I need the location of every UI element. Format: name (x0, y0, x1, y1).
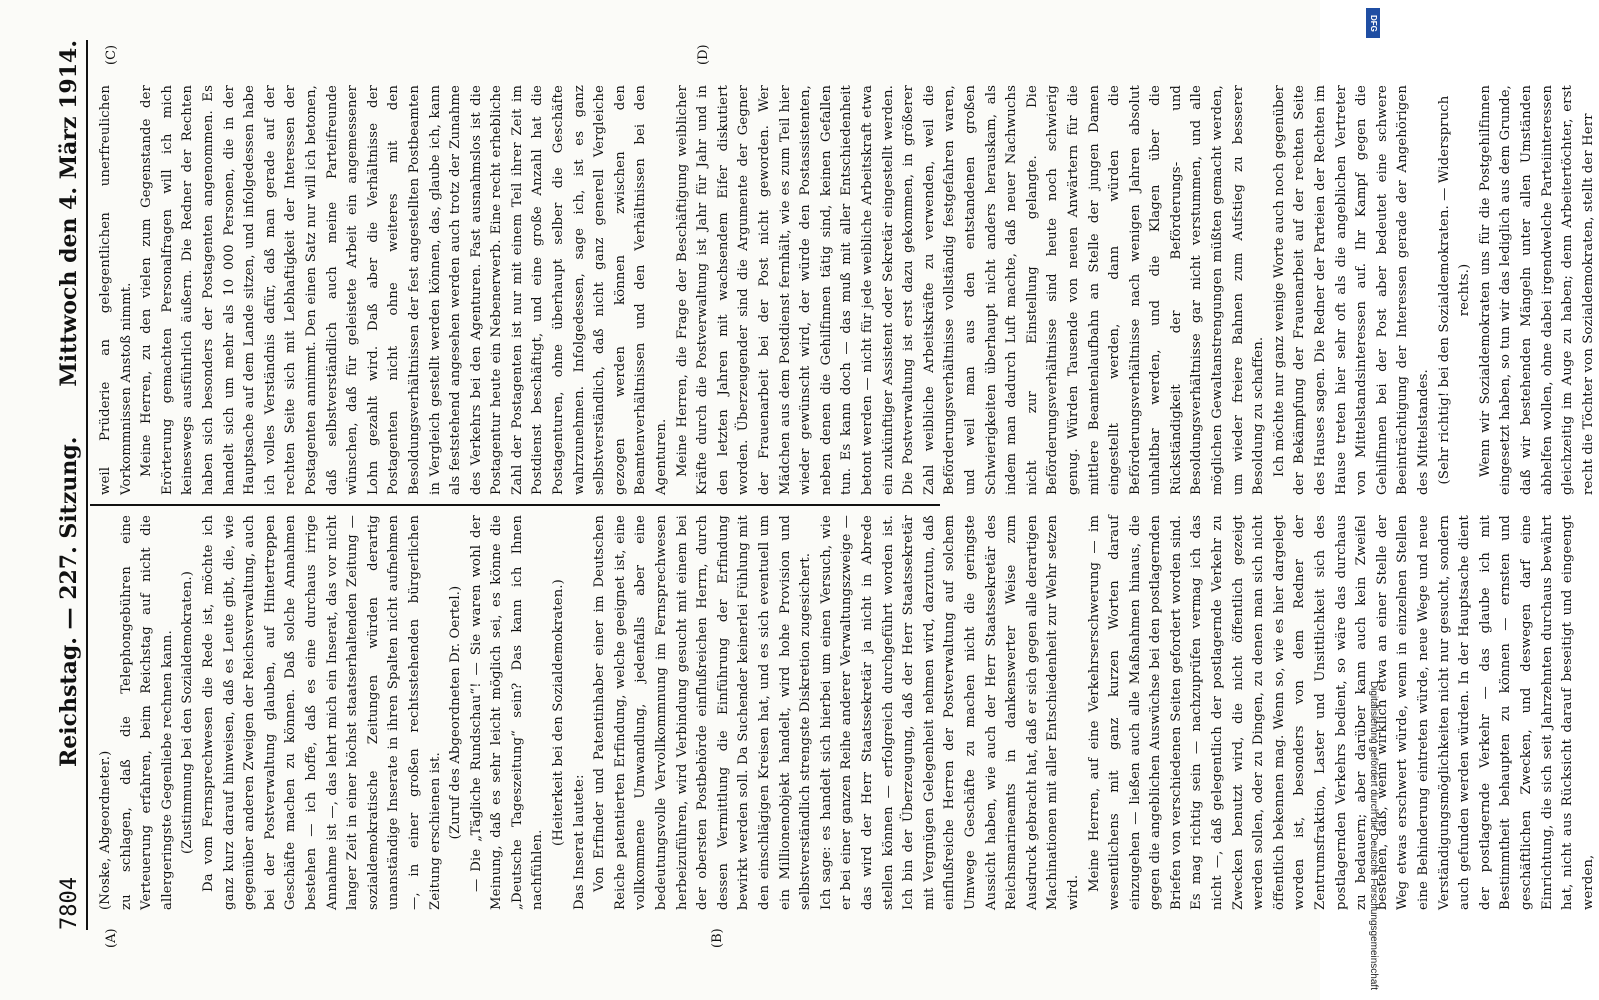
paragraph: Ich sage: es handelt sich hierbei um einen Versuch, wie er bei einer ganzen Reihe anderer Verwaltungszweige — das wird der Herr Staatssekretär ja nicht in Abrede stellen können — erfolgreich durchgeführt worden ist. Ich bin der Überzeugung, daß der Herr Staatssekretär mit Vergnügen Gelegenheit nehmen wird, darzutun, daß einflußreiche Herren der Postverwaltung auf solchem Umwege Geschäfte zu machen nicht die geringste Aussicht haben, wie auch der Herr Staatssekretär des Reichsmarineamts in dankenswerter Weise zum Ausdruck gebracht hat, daß er sich gegen alle derartigen Machinationen mit aller Entschiedenheit zur Wehr setzen wird. (818, 515, 1081, 910)
paragraph: Meine Herren, auf eine Verkehrserschwerung — im wesentlichens mit ganz kurzen Worten darauf einzugehen — ließen auch alle Maßnahmen hinaus, die gegen die angeblichen Auswüchse bei den postlagernden Briefen von verschiedenen Seiten gefordert worden sind. Es mag richtig sein — nachzuprüfen vermag ich das nicht —, daß gelegentlich der postlagernde Verkehr zu Zwecken benutzt wird, die nicht öffentlich gezeigt werden sollen, oder zu Dingen, zu denen man sich nicht öffentlich bekennen mag. Wenn so, wie es hier dargelegt worden ist, besonders von dem Redner der Zentrumsfraktion, Laster und Unsittlichkeit sich des postlagernden Verkehrs bedient, so wäre das durchaus zu bedauern; aber darüber kann auch kein Zweifel bestehen, daß, wenn wirklich etwa an einer Stelle der Weg etwas erschwert würde, wenn in einzelnen Stellen eine Behinderung eintreten würde, neue Wege und neue Verständigungsmöglichkeiten nicht nur gesucht, sondern auch gefunden werden würden. In der Hauptsache dient der postlagernde Verkehr — das glaube ich mit Bestimmtheit behaupten zu können — ernsten und geschäftlichen Zwecken, und deswegen darf eine Einrichtung, die sich seit Jahrzehnten durchaus bewährt hat, nicht aus Rücksicht darauf beseitigt und eingeengt werden, (1086, 515, 1596, 910)
paragraph: Von Erfinder und Patentinhaber einer im Deutschen Reiche patentierten Erfindung, welche geeignet ist, eine vollkommene Umwandlung, jedenfalls aber eine bedeutungsvolle Vervollkommnung im Fernsprechwesen herbeizuführen, wird Verbindung gesucht mit einem bei der obersten Postbehörde einflußreichen Herrn, durch dessen Vermittlung die Einführung der Erfindung bewirkt werden soll. Da Suchender keinerlei Fühlung mit den einschlägigen Kreisen hat, und es sich eventuell um ein Millionenobjekt handelt, wird hohe Provision und selbstverständlich strengste Diskretion zugesichert. (592, 515, 814, 910)
session-title: Reichstag. — 227. Sitzung. (56, 436, 82, 767)
session-date: Mittwoch den 4. März 1914. (56, 40, 82, 387)
right-column (96, 85, 1596, 495)
paragraph: zu schlagen, daß die Telephongebühren eine Verteuerung erfahren, beim Reichstag auf nicht die allergeringste Gegenliebe rechnen kann. (118, 515, 175, 910)
paragraph: — Die „Tägliche Rundschau“! — Sie waren wohl der Meinung, daß es sehr leicht möglich sei, es könne die „Deutsche Tageszeitung“ sein? Das kann ich Ihnen nachfühlen. (468, 515, 546, 910)
paragraph: (Noske, Abgeordneter.) (98, 750, 113, 910)
column-divider (90, 504, 940, 506)
margin-mark-d: (D) (696, 44, 711, 65)
paragraph: Meine Herren, die Frage der Beschäftigung weiblicher Kräfte durch die Postverwaltung ist Jahr für Jahr und in den letzten Jahren mit wachsendem Eifer diskutiert worden. Überzeugender sind die Argumente der Gegner der Frauenarbeit bei der Post nicht geworden. Wer Mädchen aus dem Postdienst fernhält, wie es zum Teil hier wieder gewünscht wird, der würde den Postassistenten, neben denen die Gehilfinnen tätig sind, keinen Gefallen tun. Es kann doch — das muß mit aller Entschiedenheit betont werden — nicht für jede weibliche Arbeitskraft etwa ein zukünftiger Assistent oder Sekretär eingestellt werden. Die Postverwaltung ist erst dazu gekommen, in größerer Zahl weibliche Arbeitskräfte zu verwenden, weil die Beförderungsverhältnisse vollständig festgefahren waren, und weil man aus den entstandenen großen Schwierigkeiten überhaupt nicht anders herauskam, als indem man dadurch Luft machte, daß neuer Nachwuchs nicht zur Einstellung gelangte. Die Beförderungsverhältnisse sind heute noch schwierig genug. Würden Tausende von neuen Anwärtern für die mittlere Beamtenlaufbahn an Stelle der jungen Damen eingestellt werden, dann würden die Beförderungsverhältnisse nach wenigen Jahren absolut unhaltbar werden, und die Klagen über die Rückständigkeit der Beförderungs- und Besoldungsverhältnisse gar nicht verstummen, und alle möglichen Gewaltanstrengungen müßten gemacht werden, um wieder freiere Bahnen zum Aufstieg zu besserer Besoldung zu schaffen. (674, 85, 1267, 495)
paragraph: (Heiterkeit bei den Sozialdemokraten.) (551, 579, 567, 846)
digitization-note: Digitalisierung gefördert durch die Deutsche Forschungsgemeinschaft (1368, 680, 1379, 990)
page-header (48, 40, 88, 930)
paragraph: (Sehr richtig! bei den Sozialdemokraten. — Widerspruch rechts.) (1436, 95, 1473, 485)
paragraph: weil Prüderie an gelegentlichen unerfreulichen Vorkommnissen Anstoß nimmt. (98, 85, 134, 495)
paragraph: Da vom Fernsprechwesen die Rede ist, möchte ich ganz kurz darauf hinweisen, daß es Leute gibt, die, wie gegenüber anderen Zweigen der Reichsverwaltung, auch bei der Postverwaltung glauben, auf Hintertreppen Geschäfte machen zu können. Daß solche Annahmen bestehen — ich hoffe, daß es eine durchaus irrige Annahme ist —, das lehrt mich ein Inserat, das vor nicht langer Zeit in einer höchst staatserhaltenden Zeitung — sozialdemokratische Zeitungen würden derartig unanständige Inserate in ihren Spalten nicht aufnehmen —, in einer großen rechtsstehenden bürgerlichen Zeitung erschienen ist. (200, 515, 443, 910)
paragraph: Ich möchte nur ganz wenige Worte auch noch gegenüber der Bekämpfung der Frauenarbeit auf der rechten Seite des Hauses sagen. Die Redner der Parteien der Rechten im Hause treten hier sehr oft als die angeblichen Vertreter von Mittelstandsinteressen auf. Ihr Kampf gegen die Gehilfinnen bei der Post aber bedeutet eine schwere Beeinträchtigung der Interessen gerade der Angehörigen des Mittelstandes. (1271, 85, 1431, 495)
page-number: 7804 (57, 877, 82, 930)
side-note (1365, 10, 1381, 990)
paragraph: (Zuruf des Abgeordneten Dr. Oertel.) (448, 585, 464, 840)
margin-mark-a: (A) (104, 928, 119, 948)
paragraph: Das Inserat lautete: (571, 774, 587, 910)
margin-mark-b: (B) (710, 928, 725, 948)
margin-mark-c: (C) (104, 44, 119, 65)
paragraph: (Zustimmung bei den Sozialdemokraten.) (180, 571, 196, 855)
paragraph: Meine Herren, zu den vielen zum Gegenstande der Erörterung gemachten Personalfragen will ich mich keineswegs ausführlich äußern. Die Redner der Rechten haben sich besonders der Postagenten angenommen. Es handelt sich um mehr als 10 000 Personen, die in der Hauptsache auf dem Lande sitzen, und infolgedessen habe ich volles Verständnis dafür, daß man gerade auf der rechten Seite sich mit Lebhaftigkeit der Interessen der Postagenten annimmt. Den einen Satz nur will ich betonen, daß selbstverständlich auch meine Parteifreunde wünschen, daß für geleistete Arbeit ein angemessener Lohn gezahlt wird. Daß aber die Verhältnisse der Postagenten nicht ohne weiteres mit den Besoldungsverhältnissen der fest angestellten Postbeamten in Vergleich gestellt werden können, das, glaube ich, kann als feststehend angesehen werden auch trotz der Zunahme des Verkehrs bei den Agenturen. Fast ausnahmslos ist die Postagentur heute ein Nebenerwerb. Eine recht erhebliche Zahl der Postagenten ist nur mit einem Teil ihrer Zeit im Postdienst beschäftigt, und eine große Anzahl hat die Postagenturen, ohne überhaupt selber die Geschäfte wahrzunehmen. Infolgedessen, sage ich, ist es ganz selbstverständlich, daß nicht ganz generell Vergleiche gezogen werden können zwischen den Beamtenverhältnissen und den Verhältnissen bei den Agenturen. (139, 85, 670, 495)
paragraph: Wenn wir Sozialdemokraten uns für die Postgehilfinnen eingesetzt haben, so tun wir das lediglich aus dem Grunde, daß wir bestehenden Mängeln unter allen Umständen abhelfen wollen, ohne dabei irgendwelche Parteiinteressen gleichzeitig im Auge zu haben; denn Arbeitertöchter, erst recht die Töchter von Sozialdemokraten, stellt der Herr (1477, 85, 1596, 495)
dfg-logo: DFG (1366, 8, 1380, 38)
